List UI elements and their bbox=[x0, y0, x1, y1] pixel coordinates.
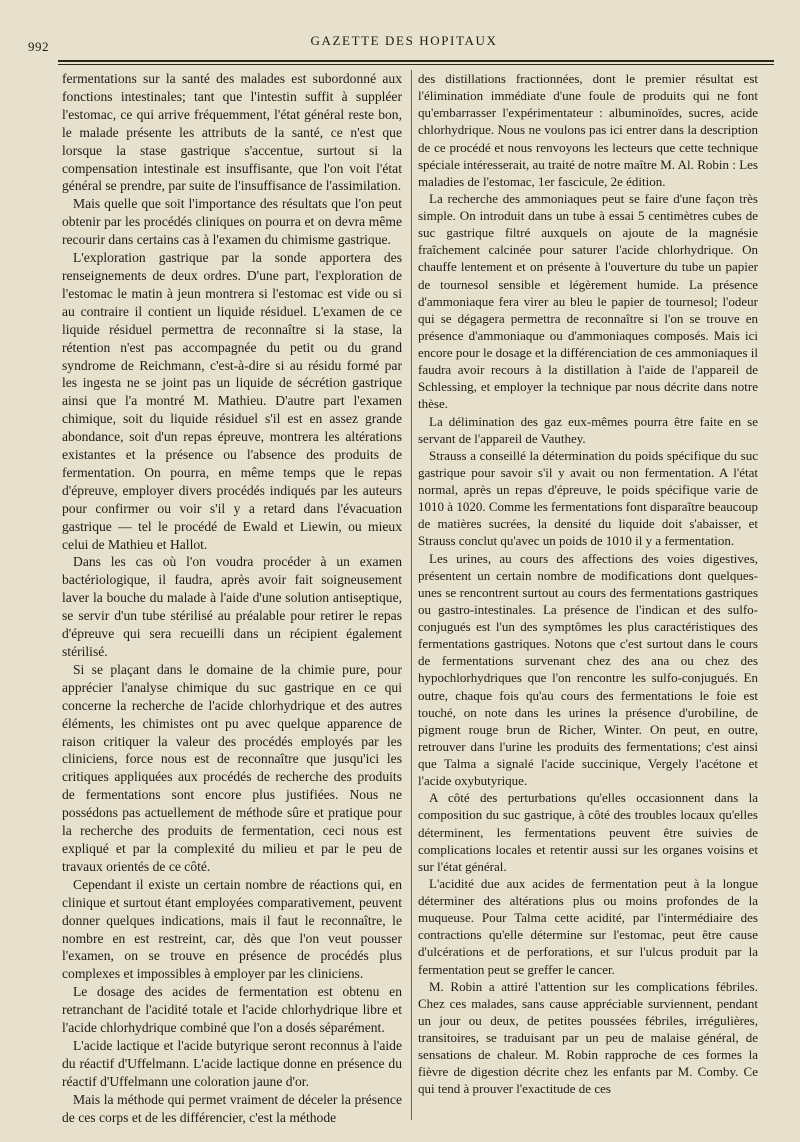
paragraph: Dans les cas où l'on voudra procéder à un examen bactériologique, il faudra, après avoir fait soigneusement laver la bouche du malade à l'aide d'une solution antiseptique, se servir d'un tube stérilisé au préalable pour retirer le repas d'épreuve qui sera recueilli dans un récipient également stérilisé. bbox=[62, 554, 402, 659]
paragraph: Si se plaçant dans le domaine de la chimie pure, pour apprécier l'analyse chimique du suc gastrique en ce qui concerne la recherche de l'acide chlorhydrique et des autres éléments, les chimistes ont pu avec quelque apparence de raison critiquer la valeur des procédés employés par les cliniciens, force nous est de reconnaître que jusqu'ici les critiques appliquées aux procédés de recherche des produits de fermentations sont encore plus justifiées. Nous ne possédons pas actuellement de méthode sûre et pratique pour la recherche des produits de fermentation, ceci nous est expliqué et par la complexité du milieu et par le peu de travaux orientés de ce côté. bbox=[62, 661, 402, 874]
paragraph: Mais la méthode qui permet vraiment de déceler la présence de ces corps et de les différencier, c'est la méthode bbox=[62, 1091, 402, 1125]
column-divider bbox=[411, 70, 412, 1120]
running-title: GAZETTE DES HOPITAUX bbox=[310, 33, 498, 48]
page-number: 992 bbox=[28, 39, 49, 54]
paragraph: M. Robin a attiré l'attention sur les complications fébriles. Chez ces malades, sans cause appréciable surviennent, pendant un jour ou deux, de petites poussées fébriles, irrégulières, transitoires, se traduisant par un peu de malaise général, de sensations de chaleur. M. Robin rapproche de ces formes la fièvre de digestion décrite chez les enfants par M. Comby. Ce qui tend à prouver l'exactitude de ces bbox=[418, 978, 758, 1097]
header-rule-thick bbox=[58, 60, 774, 62]
paragraph: Strauss a conseillé la détermination du poids spécifique du suc gastrique pour savoir s'il y avait ou non fermentation. A l'état normal, après un repas d'épreuve, le poids spécifique varie de 1010 à 1020. Comme les fermentations font disparaître beaucoup de matières sucrées, la densité du liquide doit s'abaisser, et Strauss conclut qu'avec un poids de 1010 il y a fermentation. bbox=[418, 447, 758, 549]
left-column bbox=[62, 70, 402, 1126]
page-header bbox=[28, 33, 780, 55]
paragraph: La recherche des ammoniaques peut se faire d'une façon très simple. On introduit dans un tube à essai 5 centimètres cubes de suc gastrique filtré auxquels on ajoute de la magnésie fraîchement calcinée pour saturer l'acide chlorhydrique. On chauffe lentement et on présente à l'ouverture du tube un papier de tournesol sensible et légèrement humide. La présence d'ammoniaque fera virer au bleu le papier de tournesol; l'odeur qui se dégagera permettra de reconnaître si l'on se trouve en présence d'ammoniaque ou d'ammoniaques composés. Mais ici encore pour le dosage et la différenciation de ces ammoniaques il faudra avoir recours à la distillation à l'aide de l'appareil de Schlessing, et employer la technique par nous décrite dans notre thèse. bbox=[418, 190, 758, 412]
paragraph: La délimination des gaz eux-mêmes pourra être faite en se servant de l'appareil de Vauthey. bbox=[418, 413, 758, 446]
paragraph: Le dosage des acides de fermentation est obtenu en retranchant de l'acidité totale et l'acide chlorhydrique libre et l'acide chlorhydrique combiné que l'on a dosés séparément. bbox=[62, 984, 402, 1036]
header-rule-thin bbox=[58, 64, 774, 65]
paragraph: Cependant il existe un certain nombre de réactions qui, en clinique et surtout étant employées comparativement, peuvent donner quelques indications, mais il faut le reconnaître, le nombre en est restreint, car, dès que l'on veut pousser l'examen, on se trouve en présence de procédés plus complexes et impossibles à employer par les cliniciens. bbox=[62, 876, 402, 982]
paragraph: fermentations sur la santé des malades est subordonné aux fonctions intestinales; tant que l'intestin suffit à suppléer l'estomac, ce qui arrive fréquemment, l'état général reste bon, le malade présente les attributs de la santé, ce n'est que lorsque la stase gastrique s'accentue, surtout si la compensation intestinale est insuffisante, que l'on voit l'état général se prendre, par suite de l'insuffisance de l'assimilation. bbox=[62, 71, 402, 194]
paragraph: Les urines, au cours des affections des voies digestives, présentent un certain nombre de modifications dont quelques-unes se rencontrent surtout au cours des fermentations gastriques ou gastro-intestinales. La présence de l'indican et des sulfo-conjugués est l'un des symptômes les plus caractéristiques des fermentations gastriques. Notons que c'est surtout dans le cours de fermentations survenant chez des ana ou chez des hypochlorhydriques que l'on rencontre les sulfo-conjugués. En outre, chaque fois qu'au cours des fermentations le foie est touché, on note dans les urines la présence d'urobiline, de pigment rouge brun de Richer, Winter. On peut, en outre, retrouver dans l'urine les produits des fermentations; c'est ainsi que Talma a signalé l'acide succinique, Vergely l'acétone et l'acide oxybutyrique. bbox=[418, 550, 758, 789]
paragraph: Mais quelle que soit l'importance des résultats que l'on peut obtenir par les procédés cliniques on pourra et on devra même recourir dans certains cas à l'examen du chimisme gastrique. bbox=[62, 196, 402, 248]
paragraph: L'acidité due aux acides de fermentation peut à la longue déterminer des altérations plus ou moins profondes de la muqueuse. Pour Talma cette acidité, par l'intermédiaire des contractions qu'elle détermine sur l'estomac, peut être cause d'ulcérations et de perforations, et sur l'ulcus produit par la fermentation peut se greffer le cancer. bbox=[418, 875, 758, 977]
paragraph: A côté des perturbations qu'elles occasionnent dans la composition du suc gastrique, à côté des troubles locaux qu'elles déterminent, les fermentations peuvent être suivies de complications locales et retentir aussi sur les organes voisins et sur l'état général. bbox=[418, 790, 758, 874]
paragraph: L'exploration gastrique par la sonde apportera des renseignements de deux ordres. D'une part, l'exploration de l'estomac le matin à jeun montrera si l'estomac est vide ou si au contraire il contient un liquide résiduel. L'examen de ce liquide résiduel permettra de reconnaître si la stase, la rétention n'est pas accompagnée du petit ou du grand syndrome de Reichmann, c'est-à-dire si au résidu formé par les ingesta ne se joint pas un liquide de sécrétion gastrique ainsi que l'a montré M. Mathieu. D'autre part l'examen chimique, soit du liquide résiduel s'il est en assez grande abondance, soit d'un repas épreuve, montrera les altérations existantes et la présence ou l'absence des produits de fermentation. On pourra, en même temps que le repas d'épreuve, employer divers procédés indiqués par les auteurs pour confirmer ou voir s'il y a retard dans l'évacuation gastrique — tel le procédé de Ewald et Liewin, ou mieux celui de Mathieu et Hallot. bbox=[62, 250, 402, 552]
paragraph: L'acide lactique et l'acide butyrique seront reconnus à l'aide du réactif d'Uffelmann. L'acide lactique donne en présence du réactif d'Uffelmann une coloration jaune d'or. bbox=[62, 1037, 402, 1089]
paragraph: des distillations fractionnées, dont le premier résultat est l'élimination immédiate d'une foule de produits qui ne font qu'embarrasser l'expérimentateur : albuminoïdes, sucres, acide chlorhydrique. Nous ne voulons pas ici entrer dans la description de ce procédé et nous renvoyons les lecteurs que cette technique spéciale intéresserait, au traité de notre maître M. Al. Robin : Les maladies de l'estomac, 1er fascicule, 2e édition. bbox=[418, 71, 758, 189]
right-column bbox=[418, 70, 758, 1098]
